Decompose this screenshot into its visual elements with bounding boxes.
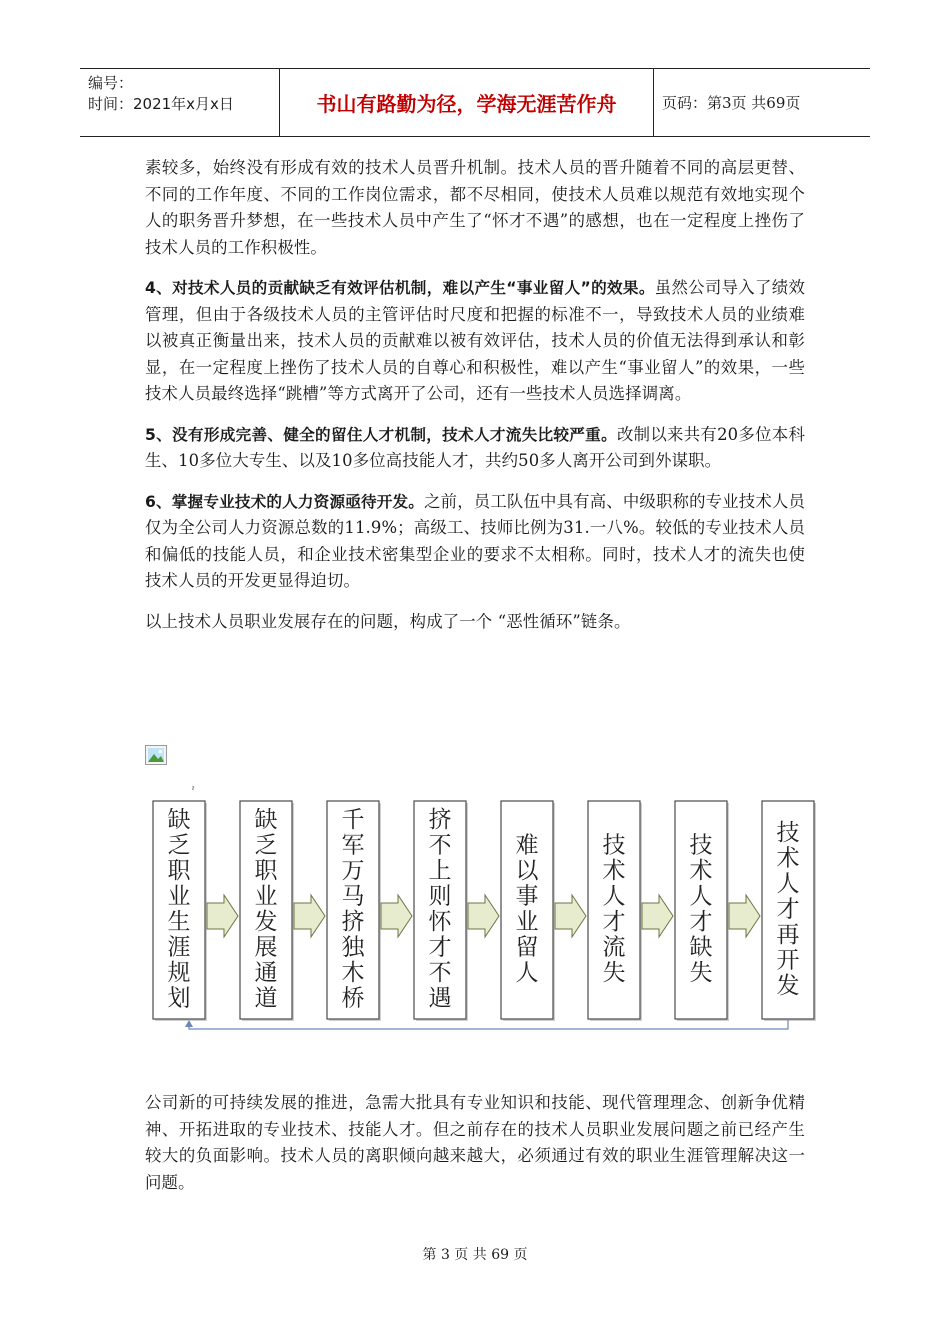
flow-arrow-2 (294, 895, 325, 937)
paragraph-2-heading: 4、对技术人员的贡献缺乏有效评估机制，难以产生“事业留人”的效果。 (145, 279, 655, 297)
flow-box-8-char: 再 (776, 921, 800, 948)
flow-box-7 (675, 801, 729, 1021)
flow-box-2-char: 发 (254, 909, 278, 935)
flow-box-2-char: 职 (254, 858, 278, 884)
page-footer: 第 3 页 共 69 页 (422, 1247, 528, 1263)
flow-box-7-char: 人 (689, 883, 713, 910)
flow-box-2-char: 业 (254, 883, 278, 910)
document-body-lower (145, 1090, 805, 1196)
paragraph-4 (145, 489, 805, 595)
flow-box-2-char: 通 (254, 960, 278, 986)
flow-box-7-char: 才 (689, 909, 713, 935)
feedback-loop-arrowhead (185, 1020, 193, 1027)
flow-box-1-char: 缺 (167, 807, 191, 833)
flow-box-5-char: 事 (515, 883, 539, 910)
flow-box-6-char: 才 (602, 909, 626, 935)
paragraph-2 (145, 275, 805, 408)
flow-box-4-char: 则 (428, 883, 452, 910)
flow-box-4-char: 上 (428, 858, 452, 884)
flow-box-2-char: 展 (254, 934, 278, 961)
flow-box-4-char: 挤 (428, 807, 452, 833)
flow-box-6-char: 流 (602, 934, 626, 961)
flow-box-4-char: 不 (428, 832, 452, 859)
flow-box-6-char: 人 (602, 883, 626, 910)
flow-box-2-char: 道 (254, 985, 278, 1012)
flow-arrow-3 (381, 895, 412, 937)
header-number-label: 编号： (88, 74, 134, 92)
flow-arrow-6 (642, 895, 673, 937)
flow-box-3-char: 独 (341, 934, 365, 961)
broken-image-icon (145, 745, 167, 765)
flow-box-1-char: 乏 (167, 832, 191, 859)
paragraph-3-body: 改制以来共有20多位本科生、10多位大专生、以及10多位高技能人才，共约50多人离开公司到外谋职。 (145, 424, 805, 470)
flow-box-7-char: 缺 (689, 934, 713, 961)
flow-box-8-char: 技 (776, 819, 800, 846)
flow-box-2-char: 缺 (254, 807, 278, 833)
flow-box-3-char: 马 (341, 883, 365, 910)
page-header (80, 68, 870, 137)
flow-box-4-char: 遇 (428, 985, 452, 1012)
header-meta (80, 69, 280, 136)
flow-box-1-char: 划 (167, 985, 191, 1012)
flow-box-5 (501, 801, 555, 1021)
flow-box-6-char: 技 (602, 832, 626, 859)
flow-box-3-char: 木 (341, 960, 365, 986)
flow-box-1-char: 涯 (167, 934, 191, 961)
flow-box-1-char: 职 (167, 858, 191, 884)
flow-box-8-char: 开 (776, 947, 800, 974)
paragraph-1: 素较多，始终没有形成有效的技术人员晋升机制。技术人员的晋升随着不同的高层更替、不同的工作年度、不同的工作岗位需求，都不尽相同，使技术人员难以规范有效地实现个人的职务晋升梦想，在一些技术人员中产生了“怀才不遇”的感想，也在一定程度上挫伤了技术人员的工作积极性。 (145, 158, 805, 257)
flow-box-5-char: 业 (515, 909, 539, 935)
paragraph-5: 以上技术人员职业发展存在的问题，构成了一个 “恶性循环”链条。 (145, 611, 631, 631)
paragraph-3-heading: 5、没有形成完善、健全的留住人才机制，技术人才流失比较严重。 (145, 425, 617, 444)
flow-box-3-char: 千 (341, 807, 365, 833)
flow-box-1-char: 规 (167, 960, 191, 986)
flow-box-1-char: 业 (167, 883, 191, 910)
paragraph-4-heading: 6、掌握专业技术的人力资源亟待开发。 (145, 492, 425, 511)
vicious-cycle-diagram (140, 795, 830, 1040)
tick-mark: ˀ (192, 786, 195, 796)
flow-box-1 (153, 801, 207, 1021)
flow-box-8-char: 术 (776, 845, 800, 872)
flow-box-3-char: 万 (341, 858, 365, 884)
flow-box-5-char: 以 (515, 858, 539, 884)
flow-box-7-char: 术 (689, 858, 713, 884)
header-date-label: 时间：2021年x月x日 (88, 95, 234, 113)
document-body (145, 155, 805, 635)
flow-box-6-char: 失 (602, 960, 626, 986)
flow-box-6-char: 术 (602, 858, 626, 884)
flow-box-5-char: 留 (515, 934, 539, 961)
flow-box-2 (240, 801, 294, 1021)
flow-box-4-char: 才 (428, 934, 452, 961)
paragraph-6: 公司新的可持续发展的推进，急需大批具有专业知识和技能、现代管理理念、创新争优精神、开拓进取的专业技术、技能人才。但之前存在的技术人员职业发展问题之前已经产生较大的负面影响。技术人员的离职倾向越来越大，必须通过有效的职业生涯管理解决这一问题。 (145, 1093, 805, 1192)
flow-box-8 (762, 801, 816, 1021)
flow-box-2-char: 乏 (254, 832, 278, 859)
flow-box-5-char: 难 (515, 832, 539, 859)
flow-box-4 (414, 801, 468, 1021)
flow-box-4-char: 不 (428, 960, 452, 986)
header-page-info: 页码：第3页 共69页 (662, 94, 801, 112)
flow-box-3-char: 挤 (341, 909, 365, 935)
paragraph-3 (145, 422, 805, 475)
flow-arrow-4 (468, 895, 499, 937)
flow-box-8-char: 发 (776, 972, 800, 999)
flow-box-8-char: 人 (776, 870, 800, 897)
flow-box-3-char: 军 (341, 832, 365, 859)
flow-arrow-7 (729, 895, 760, 937)
paragraph-2-body: 虽然公司导入了绩效管理，但由于各级技术人员的主管评估时尺度和把握的标准不一，导致技术人员的业绩难以被真正衡量出来，技术人员的贡献难以被有效评估，技术人员的价值无法得到承认和彰显，在一定程度上挫伤了技术人员的自尊心和积极性，难以产生“事业留人”的效果，一些技术人员最终选择“跳槽”等方式离开了公司，还有一些技术人员选择调离。 (145, 278, 805, 403)
flow-arrow-1 (207, 895, 238, 937)
flow-box-1-char: 生 (167, 909, 191, 935)
flow-box-8-char: 才 (776, 896, 800, 923)
flow-box-3-char: 桥 (341, 985, 365, 1012)
flow-box-7-char: 技 (689, 832, 713, 859)
flow-box-6 (588, 801, 642, 1021)
flow-box-5-char: 人 (515, 960, 539, 986)
header-motto: 书山有路勤为径，学海无涯苦作舟 (280, 69, 654, 136)
flow-box-4-char: 怀 (428, 909, 452, 935)
flow-box-3 (327, 801, 381, 1021)
paragraph-4-body: 之前，员工队伍中具有高、中级职称的专业技术人员仅为全公司人力资源总数的11.9%；高级工、技师比例为31.一八%。较低的专业技术人员和偏低的技能人员，和企业技术密集型企业的要求不太相称。同时，技术人才的流失也使技术人员的开发更显得迫切。 (145, 491, 805, 590)
flow-box-7-char: 失 (689, 960, 713, 986)
flow-arrow-5 (555, 895, 586, 937)
